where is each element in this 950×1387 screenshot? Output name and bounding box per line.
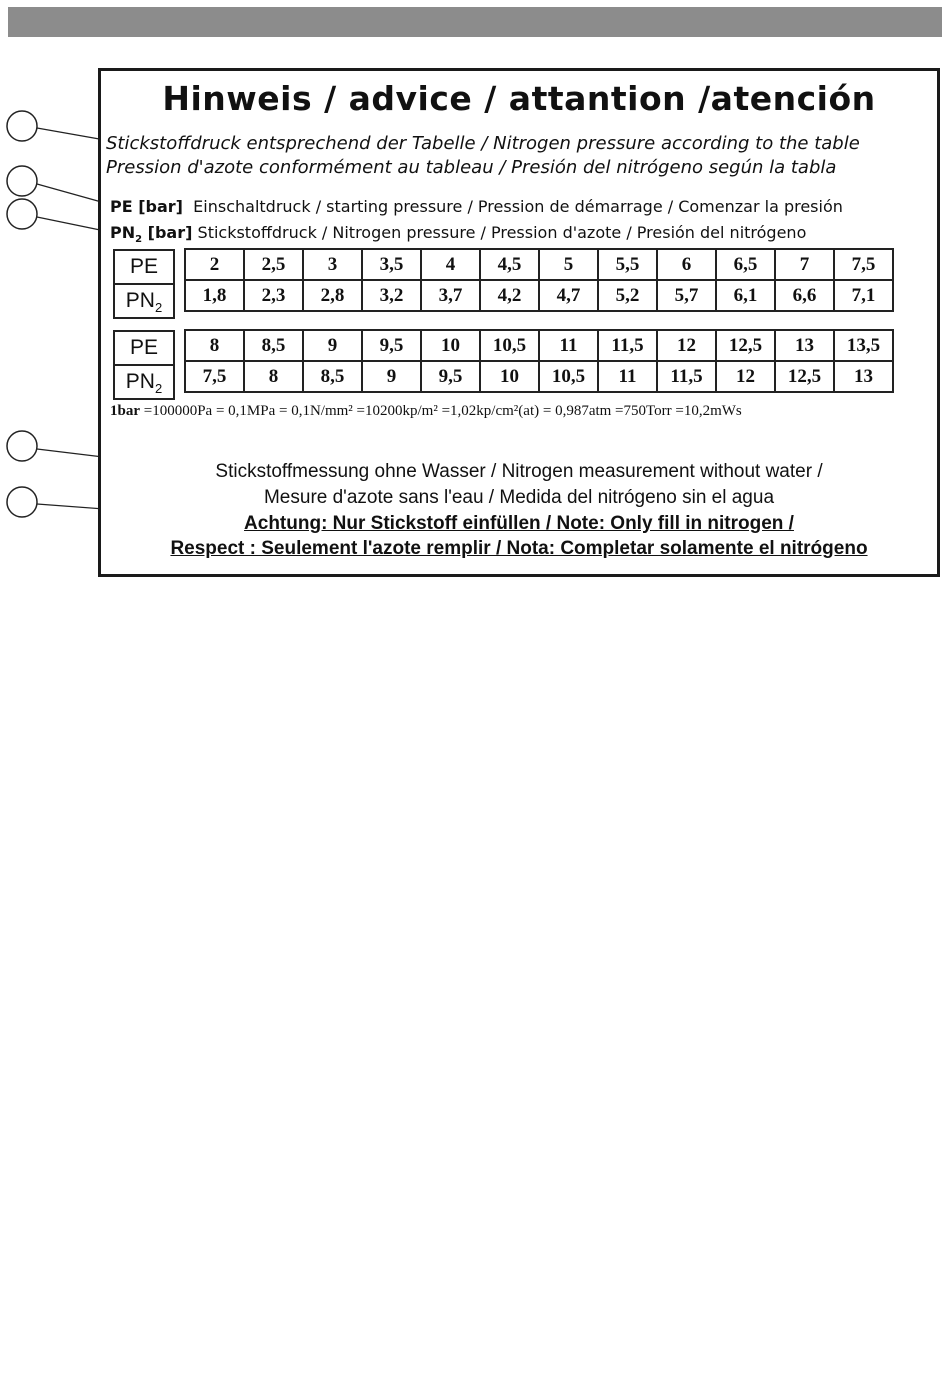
- table-cell: 10: [480, 361, 539, 392]
- table-row-pe: [185, 249, 893, 280]
- callout-circle: [7, 487, 37, 517]
- table-cell: 7,5: [834, 249, 893, 280]
- table-cell: 6,6: [775, 280, 834, 311]
- intro-line-1: Stickstoffdruck entsprechend der Tabelle / Nitrogen pressure according to the table: [106, 133, 860, 154]
- warning-line-2: Respect : Seulement l'azote remplir / Nota: Completar solamente el nitrógeno: [170, 538, 868, 559]
- table-cell: 8,5: [303, 361, 362, 392]
- table-cell: 7,1: [834, 280, 893, 311]
- table-cell: 11: [598, 361, 657, 392]
- table-cell: 9,5: [421, 361, 480, 392]
- table-cell: 11,5: [657, 361, 716, 392]
- callout-circle: [7, 431, 37, 461]
- table-cell: 8,5: [244, 330, 303, 361]
- table-row-pn2: [185, 361, 893, 392]
- legend-pe: [110, 197, 843, 216]
- table-cell: 2,8: [303, 280, 362, 311]
- callout-leader: [37, 128, 105, 140]
- row-label-pe: PE: [113, 330, 175, 366]
- table-cell: 8: [244, 361, 303, 392]
- table-cell: 11,5: [598, 330, 657, 361]
- callout-circle: [7, 111, 37, 141]
- table-cell: 7: [775, 249, 834, 280]
- table-cell: 4,7: [539, 280, 598, 311]
- callout-leader: [37, 217, 105, 231]
- table-cell: 13: [834, 361, 893, 392]
- legend-pn2: [110, 223, 806, 245]
- legend-pn2-text: Stickstoffdruck / Nitrogen pressure / Pression d'azote / Presión del nitrógeno: [197, 223, 807, 242]
- table-cell: 9,5: [362, 330, 421, 361]
- table-cell: 3,2: [362, 280, 421, 311]
- table-cell: 13,5: [834, 330, 893, 361]
- intro-line-2: Pression d'azote conformément au tableau / Presión del nitrógeno según la tabla: [106, 157, 837, 178]
- table-cell: 11: [539, 330, 598, 361]
- table-cell: 2,3: [244, 280, 303, 311]
- table-cell: 8: [185, 330, 244, 361]
- table-cell: 2: [185, 249, 244, 280]
- table-cell: 3: [303, 249, 362, 280]
- pressure-table-1: [184, 248, 894, 312]
- table-cell: 2,5: [244, 249, 303, 280]
- table-cell: 12,5: [716, 330, 775, 361]
- table-cell: 10: [421, 330, 480, 361]
- table-cell: 7,5: [185, 361, 244, 392]
- table-cell: 9: [303, 330, 362, 361]
- table-cell: 4: [421, 249, 480, 280]
- table-cell: 3,7: [421, 280, 480, 311]
- legend-pe-label: PE [bar]: [110, 197, 183, 216]
- label-title: Hinweis / advice / attantion /atención: [162, 79, 876, 118]
- table-cell: 10,5: [539, 361, 598, 392]
- unit-conversion: 1bar =100000Pa = 0,1MPa = 0,1N/mm² =10200kp/m² =1,02kp/cm²(at) = 0,987atm =750Torr =10,2mWs: [110, 403, 742, 419]
- row-label-pn2: $PN_2$: [113, 283, 175, 319]
- table-cell: 12,5: [775, 361, 834, 392]
- table-cell: 3,5: [362, 249, 421, 280]
- callout-circle: [7, 166, 37, 196]
- table-cell: 12: [657, 330, 716, 361]
- table-cell: 6: [657, 249, 716, 280]
- table-cell: 10,5: [480, 330, 539, 361]
- table-cell: 6,1: [716, 280, 775, 311]
- measurement-line-1: Stickstoffmessung ohne Wasser / Nitrogen measurement without water /: [215, 461, 823, 482]
- pressure-table-2: [184, 329, 894, 393]
- table-cell: 12: [716, 361, 775, 392]
- callout-leader: [37, 184, 105, 203]
- table-cell: 13: [775, 330, 834, 361]
- legend-pe-text: Einschaltdruck / starting pressure / Pression de démarrage / Comenzar la presión: [193, 197, 843, 216]
- table-row-pn2: [185, 280, 893, 311]
- table-cell: 1,8: [185, 280, 244, 311]
- callout-circle: [7, 199, 37, 229]
- table-cell: 5: [539, 249, 598, 280]
- row-label-pn2: $PN_2$: [113, 364, 175, 400]
- table-cell: 9: [362, 361, 421, 392]
- row-label-pe: PE: [113, 249, 175, 285]
- table-cell: 5,5: [598, 249, 657, 280]
- table-cell: 4,2: [480, 280, 539, 311]
- table-cell: 6,5: [716, 249, 775, 280]
- warning-line-1: Achtung: Nur Stickstoff einfüllen / Note: Only fill in nitrogen /: [244, 513, 794, 534]
- legend-pn2-label: $PN_2$ [bar]: [110, 223, 193, 246]
- measurement-line-2: Mesure d'azote sans l'eau / Medida del nitrógeno sin el agua: [263, 487, 775, 508]
- table-cell: 5,7: [657, 280, 716, 311]
- table-row-pe: [185, 330, 893, 361]
- table-cell: 4,5: [480, 249, 539, 280]
- table-cell: 5,2: [598, 280, 657, 311]
- advice-label: [98, 68, 940, 577]
